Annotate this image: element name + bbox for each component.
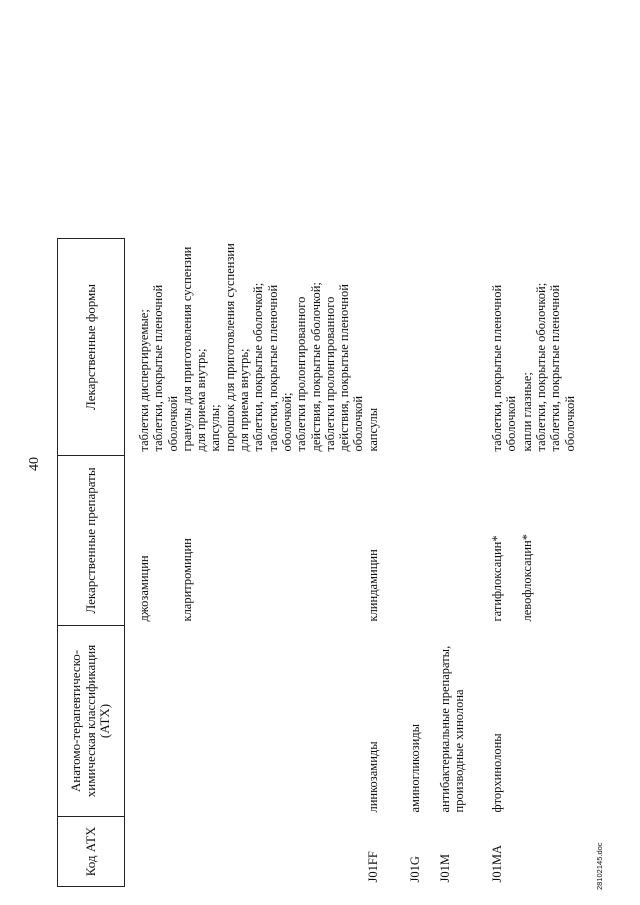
table-row [125,239,180,887]
cell-classification: фторхинолоны [489,733,504,813]
cell-forms [438,239,490,456]
cell-forms: капли глазные; таблетки, покрытые оболочкой; таблетки, покрытые пленочной оболочкой [519,282,577,452]
cell-code [180,817,366,887]
page-number: 40 [27,457,42,471]
cell-code: J01G [407,856,422,883]
cell-drug: джозамицин [137,555,151,622]
table-row [520,239,577,887]
cell-classification: антибактериальные препараты, производные хинолона [437,645,467,813]
cell-drug: клиндамицин [365,549,380,622]
cell-drug: гатифлоксацин* [489,535,504,622]
rotated-content [27,30,607,890]
cell-drug [408,456,438,626]
cell-forms: капсулы [365,407,380,452]
cell-drug: кларитромицин [179,538,194,622]
cell-forms [408,239,438,456]
cell-code [520,817,577,887]
cell-classification: аминогликозиды [407,723,422,813]
header-drugs: Лекарственные препараты [58,456,125,626]
footer-filename: 28102145.doc [595,842,604,890]
cell-code: J01M [437,854,452,883]
table-row [408,239,438,887]
table-row [180,239,366,887]
header-classification: Анатомо-терапевтическо-химическая классификация (АТХ) [58,626,125,817]
cell-drug [438,456,490,626]
cell-classification [125,626,180,817]
cell-classification [520,626,577,817]
cell-classification: линкозамиды [365,741,380,813]
table-row [490,239,520,887]
header-code: Код АТХ [58,817,125,887]
cell-code: J01FF [365,851,380,883]
table-row [366,239,408,887]
atx-table [57,238,577,887]
cell-code [125,817,180,887]
header-forms: Лекарственные формы [58,239,125,456]
table-header-row [58,239,125,887]
cell-drug: левофлоксацин* [519,534,534,622]
table-body [125,239,577,887]
cell-classification [180,626,366,817]
cell-forms: таблетки, покрытые пленочной оболочкой [489,284,519,452]
table-row [438,239,490,887]
cell-code: J01MA [489,844,504,883]
cell-forms: гранулы для приготовления суспензии для приема внутрь; капсулы; порошок для приготовления суспензии для приема внутрь; таблетки, покрытые оболочкой; таблетки, покрытые пленочной оболочкой; таблетки пролонгированного действия, покрытые оболочкой; таблетки пролонгированного действия, покрытые пленочной оболочкой [179,243,366,452]
cell-forms: таблетки диспергируемые; таблетки, покрытые пленочной оболочкой [137,284,180,452]
